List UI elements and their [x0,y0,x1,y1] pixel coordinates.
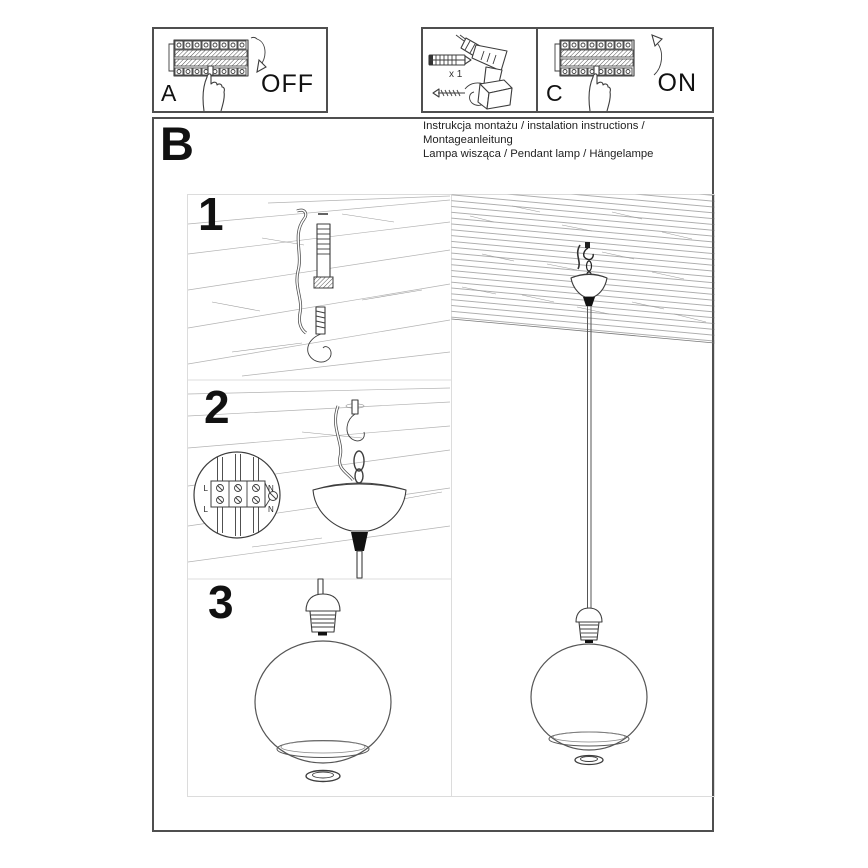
panel-c-power-on [536,27,714,113]
panel-a-power-off [152,27,328,113]
lamp-socket [306,579,340,636]
installation-steps-illustration [187,194,715,797]
tools-illustration [423,29,536,111]
step1-number: 1 [198,194,224,240]
retaining-ring [306,771,340,782]
step3-number: 3 [208,576,234,628]
wire-label-n-top: N [268,484,274,493]
wire-label-l-top: L [203,484,208,493]
panel-c-label: C [546,80,563,106]
wiring-detail-circle [194,452,280,538]
assembled-lamp-illustration [452,195,715,765]
instructions-line-1: Instrukcja montażu / instalation instructions / Montageanleitung [423,120,645,146]
section-b-label: B [160,117,194,170]
step1-ceiling-illustration [188,194,450,376]
instructions-line-2: Lampa wisząca / Pendant lamp / Hängelampe [423,147,654,160]
hook-with-wire [335,400,364,483]
breaker-panel-icon [555,40,634,76]
pointing-hand-icon [203,74,224,111]
power-on-label: ON [657,69,697,97]
arrow-down-icon [251,37,266,72]
step2-number: 2 [204,381,230,433]
lamp-socket-small [576,608,602,643]
wall-plug-icon [314,214,333,288]
panel-a-label: A [161,80,177,106]
pendant-cable [588,306,592,608]
ceiling-canopy [313,483,406,578]
wall-plug-quantity: x 1 [449,69,463,80]
ceiling-hatch [452,195,715,344]
retaining-ring-small [575,756,603,765]
wall-plug-icon [429,55,471,65]
wire-label-n-bottom: N [268,505,274,514]
wire-label-l-bottom: L [203,505,208,514]
power-off-label: OFF [261,70,314,98]
step2-canopy-illustration [188,381,450,578]
instructions-text [423,120,723,161]
pointing-hand-icon [589,74,610,111]
globe-shade-small [531,644,647,750]
section-b [152,117,714,832]
ceiling-hook-icon [308,307,331,362]
breaker-panel-icon [169,40,248,76]
panel-tools [421,27,538,113]
drill-icon [456,35,512,109]
globe-shade [255,641,391,763]
step3-globe-illustration [208,576,391,782]
